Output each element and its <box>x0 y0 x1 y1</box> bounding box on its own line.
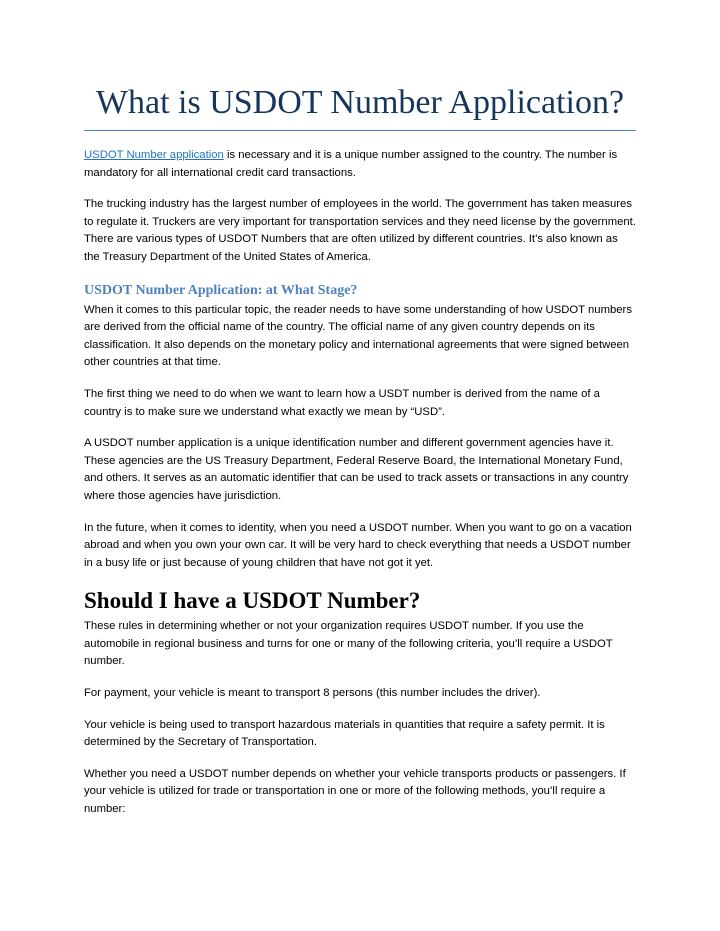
body-paragraph: A USDOT number application is a unique identification number and different government agencies have it. These agencies are the US Treasury Department, Federal Reserve Board, the International Monetary Fund, and others. It serves as an automatic identifier that can be used to track assets or transactions in any country where those agencies have jurisdiction. <box>84 437 629 502</box>
body-paragraph: Your vehicle is being used to transport hazardous materials in quantities that require a safety permit. It is determined by the Secretary of Transportation. <box>84 718 605 749</box>
body-paragraph: The trucking industry has the largest number of employees in the world. The government has taken measures to regulate it. Truckers are very important for transportation services and they need license by the government. There are various types of USDOT Numbers that are often utilized by different countries. It’s also known as the Treasury Department of the United States of America. <box>84 198 636 263</box>
section-heading-stage: USDOT Number Application: at What Stage? <box>84 282 358 298</box>
body-paragraph: In the future, when it comes to identity, when you need a USDOT number. When you want to go on a vacation abroad and when you own your own car. It will be very hard to check everything that needs a USDOT number in a busy life or just because of young children that have not got it yet. <box>84 521 632 569</box>
page-title: What is USDOT Number Application? <box>95 84 625 121</box>
body-paragraph: When it comes to this particular topic, the reader needs to have some understanding of how USDOT numbers are derived from the official name of the country. The official name of any given country depends on its classification. It also depends on the monetary policy and international agreements that were signed between other countries at that time. <box>84 303 632 369</box>
title-underline-rule <box>84 130 636 131</box>
usdot-application-link[interactable]: USDOT Number application <box>84 149 224 161</box>
body-paragraph: The first thing we need to do when we want to learn how a USDT number is derived from the name of a country is to make sure we understand what exactly we mean by “USD”. <box>84 387 600 418</box>
intro-text: is necessary and it is a unique number assigned to the country. The number is mandatory for all international credit card transactions. <box>84 149 618 179</box>
body-paragraph: For payment, your vehicle is meant to transport 8 persons (this number includes the driver). <box>84 687 541 700</box>
section-heading-should-i-have: Should I have a USDOT Number? <box>84 588 421 614</box>
body-paragraph: Whether you need a USDOT number depends on whether your vehicle transports products or passengers. If your vehicle is utilized for trade or transportation in one or more of the following methods, you’ll require a number: <box>84 767 626 816</box>
intro-paragraph <box>84 147 636 182</box>
body-paragraph: These rules in determining whether or not your organization requires USDOT number. If you use the automobile in regional business and turns for one or many of the following criteria, you’ll require a USDOT number. <box>84 620 613 668</box>
